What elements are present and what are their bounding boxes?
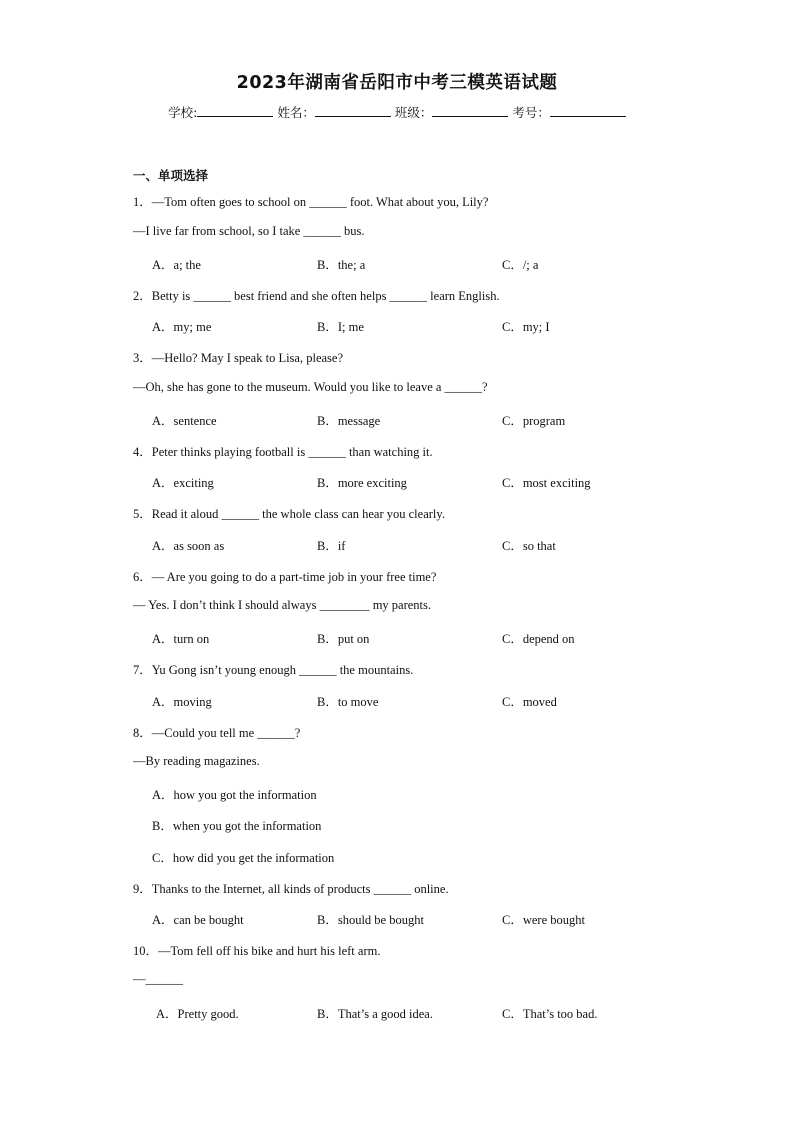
class-label: 班级： (394, 105, 433, 120)
question-8-reply: —By reading magazines. (133, 754, 260, 768)
question-1-option-b[interactable]: B．the; a (317, 258, 366, 272)
question-1-option-a[interactable]: A．a; the (152, 258, 201, 272)
question-8-option-c[interactable]: C．how did you get the information (152, 851, 335, 865)
section-heading: 一、单项选择 (133, 168, 209, 183)
question-10-option-c[interactable]: C．That’s too bad. (502, 1007, 598, 1021)
name-blank[interactable] (315, 103, 391, 117)
question-10-option-b[interactable]: B．That’s a good idea. (317, 1007, 433, 1021)
question-6-reply: — Yes. I don’t think I should always ________ my parents. (133, 598, 432, 612)
question-3-stem: 3．—Hello? May I speak to Lisa, please? (133, 351, 344, 365)
exam-no-blank[interactable] (550, 103, 626, 117)
question-8-option-b[interactable]: B．when you got the information (152, 819, 322, 833)
question-1-stem: 1．—Tom often goes to school on ______ foot. What about you, Lily? (133, 195, 489, 209)
question-6-stem: 6．— Are you going to do a part-time job in your free time? (133, 570, 437, 584)
question-7-option-b[interactable]: B．to move (317, 695, 379, 709)
question-3-option-b[interactable]: B．message (317, 414, 381, 428)
class-blank[interactable] (432, 103, 508, 117)
school-label: 学校: (168, 105, 198, 120)
school-blank[interactable] (197, 103, 273, 117)
question-6-option-b[interactable]: B．put on (317, 632, 370, 646)
question-7-option-a[interactable]: A．moving (152, 695, 212, 709)
question-10-reply: —______ (133, 972, 183, 986)
question-7-stem: 7．Yu Gong isn’t young enough ______ the mountains. (133, 663, 414, 677)
question-9-option-a[interactable]: A．can be bought (152, 913, 244, 927)
question-3-option-a[interactable]: A．sentence (152, 414, 217, 428)
question-2-option-c[interactable]: C．my; I (502, 320, 550, 334)
question-8-option-a[interactable]: A．how you got the information (152, 788, 317, 802)
question-4-option-b[interactable]: B．more exciting (317, 476, 407, 490)
question-3-reply: —Oh, she has gone to the museum. Would you like to leave a ______? (133, 380, 488, 394)
question-5-option-c[interactable]: C．so that (502, 539, 556, 553)
question-4-stem: 4．Peter thinks playing football is ______ than watching it. (133, 445, 433, 459)
student-info-row (0, 103, 794, 121)
question-10-stem: 10．—Tom fell off his bike and hurt his left arm. (133, 944, 381, 958)
question-9-stem: 9．Thanks to the Internet, all kinds of products ______ online. (133, 882, 449, 896)
question-3-option-c[interactable]: C．program (502, 414, 566, 428)
question-2-option-a[interactable]: A．my; me (152, 320, 212, 334)
question-6-option-a[interactable]: A．turn on (152, 632, 210, 646)
question-6-option-c[interactable]: C．depend on (502, 632, 575, 646)
question-5-option-a[interactable]: A．as soon as (152, 539, 225, 553)
question-8-stem: 8．—Could you tell me ______? (133, 726, 301, 740)
question-1-reply: —I live far from school, so I take ______ bus. (133, 224, 365, 238)
question-10-option-a[interactable]: A．Pretty good. (156, 1007, 239, 1021)
question-2-stem: 2．Betty is ______ best friend and she often helps ______ learn English. (133, 289, 500, 303)
question-5-option-b[interactable]: B．if (317, 539, 346, 553)
page-title: 2023年湖南省岳阳市中考三模英语试题 (236, 73, 558, 93)
question-9-option-c[interactable]: C．were bought (502, 913, 585, 927)
question-4-option-c[interactable]: C．most exciting (502, 476, 591, 490)
exam-no-label: 考号： (512, 105, 550, 120)
question-1-option-c[interactable]: C．/; a (502, 258, 539, 272)
question-9-option-b[interactable]: B．should be bought (317, 913, 424, 927)
question-4-option-a[interactable]: A．exciting (152, 476, 214, 490)
question-5-stem: 5．Read it aloud ______ the whole class can hear you clearly. (133, 507, 445, 521)
name-label: 姓名： (277, 105, 315, 120)
question-7-option-c[interactable]: C．moved (502, 695, 557, 709)
question-2-option-b[interactable]: B．I; me (317, 320, 364, 334)
